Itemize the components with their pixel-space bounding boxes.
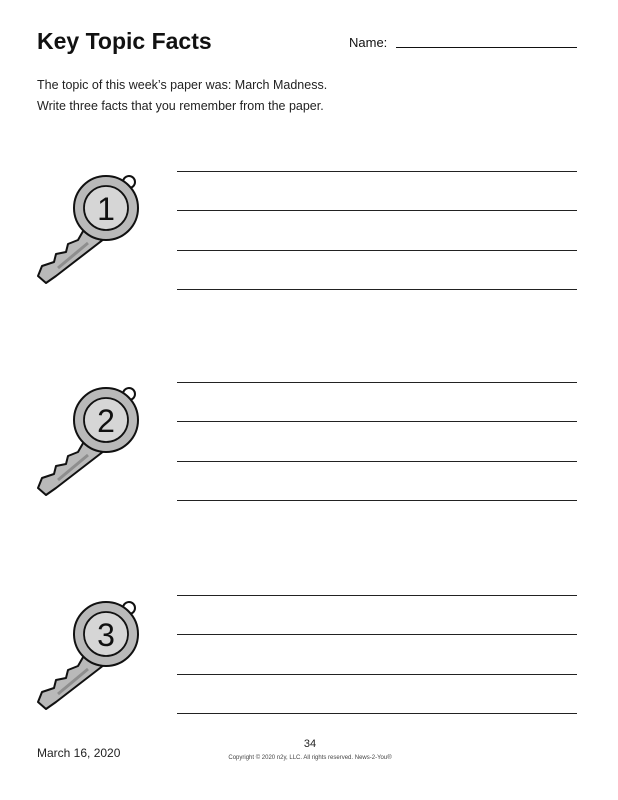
- answer-line[interactable]: [177, 421, 577, 422]
- answer-line[interactable]: [177, 250, 577, 251]
- answer-line[interactable]: [177, 595, 577, 596]
- key-icon: [28, 168, 153, 293]
- page-title: Key Topic Facts: [37, 28, 212, 54]
- key-number: 2: [97, 403, 115, 439]
- answer-line[interactable]: [177, 289, 577, 290]
- key-icon: [28, 594, 153, 719]
- answer-line[interactable]: [177, 674, 577, 675]
- answer-line[interactable]: [177, 461, 577, 462]
- answer-line[interactable]: [177, 634, 577, 635]
- footer-date: March 16, 2020: [37, 746, 121, 760]
- answer-line[interactable]: [177, 713, 577, 714]
- page-number: 34: [303, 738, 317, 750]
- name-label: Name:: [349, 35, 388, 50]
- fact-section-2: [0, 380, 618, 540]
- answer-line[interactable]: [177, 210, 577, 211]
- fact-section-1: [0, 168, 618, 328]
- topic-sentence: The topic of this week’s paper was: March Madness.: [37, 78, 328, 92]
- name-field[interactable]: [396, 47, 577, 48]
- answer-line[interactable]: [177, 171, 577, 172]
- instruction-text: Write three facts that you remember from the paper.: [37, 99, 324, 113]
- key-number: 1: [97, 191, 115, 227]
- key-number: 3: [97, 617, 115, 653]
- key-icon: [28, 380, 153, 505]
- answer-line[interactable]: [177, 500, 577, 501]
- fact-section-3: [0, 594, 618, 754]
- answer-line[interactable]: [177, 382, 577, 383]
- copyright-notice: Copyright © 2020 n2y, LLC. All rights reserved. News-2-You®: [228, 755, 392, 761]
